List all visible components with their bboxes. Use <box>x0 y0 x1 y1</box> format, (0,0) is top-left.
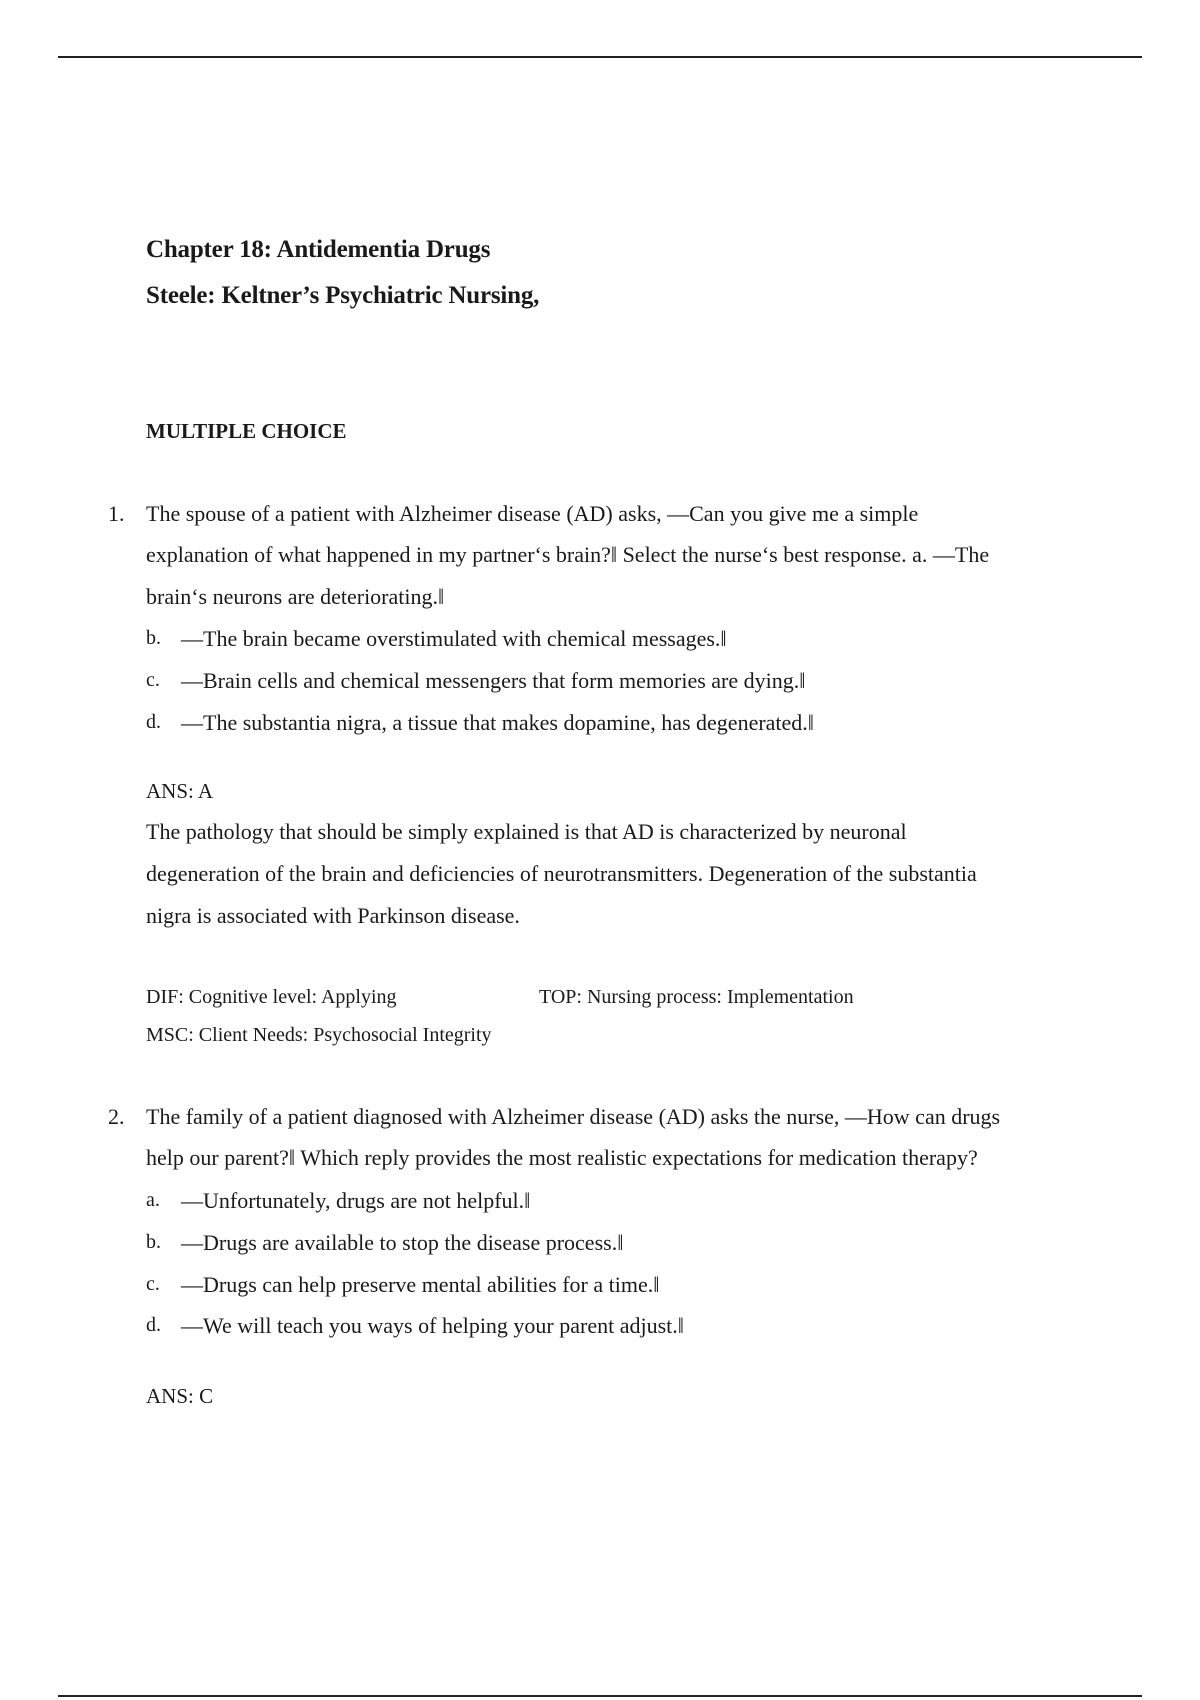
rationale-line: nigra is associated with Parkinson disease. <box>146 903 520 928</box>
book-title: Steele: Keltner’s Psychiatric Nursing, <box>146 282 540 309</box>
answer-key: ANS: A <box>146 779 214 803</box>
option-text: ―Drugs can help preserve mental abilities for a time.‖ <box>181 1272 660 1297</box>
chapter-title: Chapter 18: Antidementia Drugs <box>146 236 491 263</box>
option-letter: b. <box>146 1231 161 1253</box>
option-letter: d. <box>146 711 161 733</box>
option-letter: b. <box>146 627 161 649</box>
rationale-line: degeneration of the brain and deficiencies of neurotransmitters. Degeneration of the substantia <box>146 861 977 886</box>
question-number: 1. <box>108 501 125 526</box>
top-rule <box>58 56 1142 58</box>
option-letter: a. <box>146 1189 160 1211</box>
option-text: ―The substantia nigra, a tissue that makes dopamine, has degenerated.‖ <box>181 710 814 735</box>
question-stem-line: explanation of what happened in my partner‘s brain?‖ Select the nurse‘s best response. a. ―The <box>146 542 990 567</box>
question-stem-line: The family of a patient diagnosed with Alzheimer disease (AD) asks the nurse, ―How can drugs <box>146 1104 1001 1129</box>
question-stem-line: help our parent?‖ Which reply provides the most realistic expectations for medication therapy? <box>146 1145 978 1170</box>
option-text: ―Unfortunately, drugs are not helpful.‖ <box>181 1188 531 1213</box>
topic-meta: TOP: Nursing process: Implementation <box>539 986 854 1008</box>
option-text: ―Drugs are available to stop the disease process.‖ <box>181 1230 624 1255</box>
option-letter: d. <box>146 1314 161 1336</box>
option-text: ―We will teach you ways of helping your parent adjust.‖ <box>181 1313 684 1338</box>
difficulty-meta: DIF: Cognitive level: Applying <box>146 986 397 1008</box>
option-text: ―Brain cells and chemical messengers that form memories are dying.‖ <box>181 668 806 693</box>
rationale-line: The pathology that should be simply explained is that AD is characterized by neuronal <box>146 819 907 844</box>
client-needs-meta: MSC: Client Needs: Psychosocial Integrity <box>146 1024 492 1046</box>
question-number: 2. <box>108 1104 125 1129</box>
section-heading: MULTIPLE CHOICE <box>146 419 347 443</box>
answer-key: ANS: C <box>146 1384 214 1408</box>
option-letter: c. <box>146 669 160 691</box>
question-stem-line: brain‘s neurons are deteriorating.‖ <box>146 584 445 609</box>
bottom-rule <box>58 1695 1142 1697</box>
option-text: ―The brain became overstimulated with chemical messages.‖ <box>181 626 727 651</box>
option-letter: c. <box>146 1273 160 1295</box>
question-stem-line: The spouse of a patient with Alzheimer disease (AD) asks, ―Can you give me a simple <box>146 501 919 526</box>
